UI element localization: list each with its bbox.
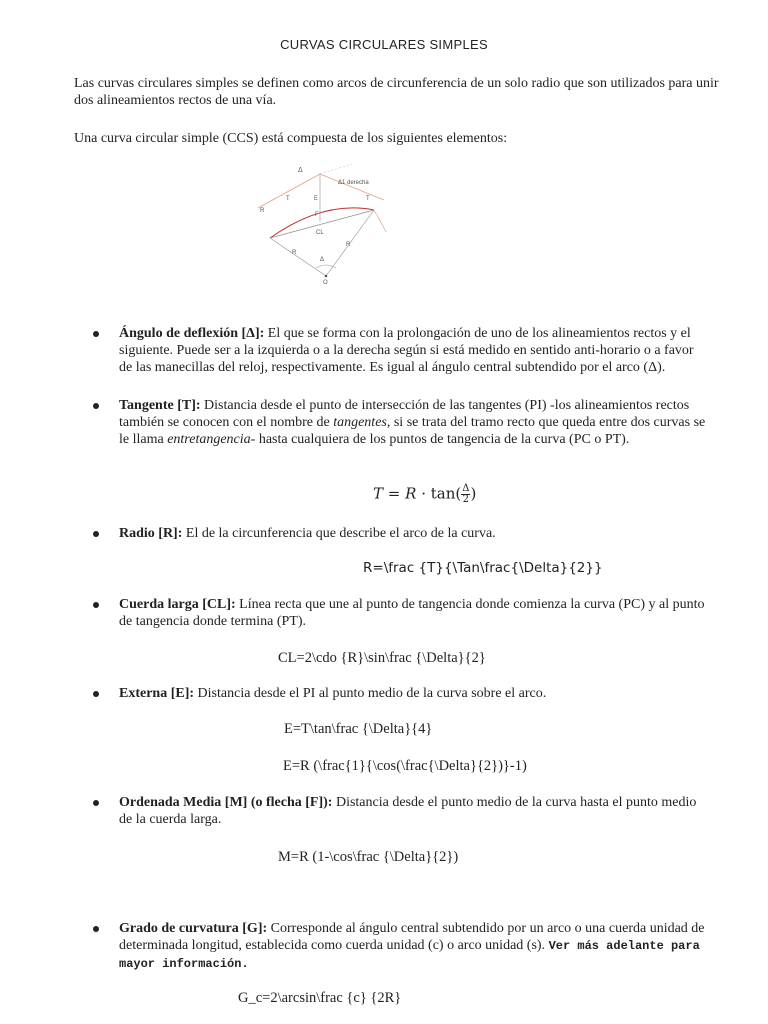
alignment-extension [320,164,352,174]
note-see-more: Ver más adelante para mayor información. [119,939,700,971]
label-r-right: R [346,242,351,248]
term-deflection-angle: Ángulo de deflexión [Δ]: [119,326,265,341]
radius-left [270,238,326,276]
label-o: O [323,280,328,286]
formula-curvature-degree: G_c=2\arcsin\frac {c} {2R} [238,990,402,1006]
label-e: E [314,196,319,202]
formula-tangent: T = R · tan( $\frac{\Delta}{2}$ ) [373,483,477,505]
list-item-external [94,685,706,702]
list-item-curvature-degree [94,920,706,973]
central-angle-arc [316,265,336,268]
formula-external-1: E=T\tan\frac {\Delta}{4} [284,721,433,737]
label-t-right: T [366,196,370,202]
intro-paragraph: Las curvas circulares simples se definen como arcos de circunferencia de un solo radio que son utilizados para unir dos alineamientos rectos de una vía. [74,76,719,108]
alignment-line-right [320,174,384,200]
alignment-line-left [258,174,320,208]
curve-extension [374,210,386,232]
desc-tangent-b: , si se trata del tramo recto que queda entre dos curvas se le llama [119,415,706,447]
desc-curvature-degree: Corresponde al ángulo central subtendido por un arco o una cuerda unidad de determinada longitud, establecida como cuerda unidad (c) o arco unidad (s). [119,921,705,953]
bullet-icon [93,691,99,697]
desc-radius: El de la circunferencia que describe el arco de la curva. [182,526,496,541]
term-radius: Radio [R]: [119,526,183,541]
desc-tangent-em-b: entretangencia [167,432,251,447]
desc-long-chord: Línea recta que une al punto de tangencia donde comienza la curva (PC) y al punto de tangencia donde termina (PT). [119,597,705,629]
bullet-icon [93,531,99,537]
page-title: CURVAS CIRCULARES SIMPLES [280,37,488,52]
desc-tangent-c: - hasta cualquiera de los puntos de tangencia de la curva (PC o PT). [250,432,630,447]
formula-long-chord: CL=2\cdo {R}\sin\frac {\Delta}{2} [278,650,486,666]
term-tangent: Tangente [T]: [119,398,201,413]
bullet-icon [93,926,99,932]
bullet-icon [93,800,99,806]
bullet-icon [93,602,99,608]
term-curvature-degree: Grado de curvatura [G]: [119,921,268,936]
bullet-icon [93,403,99,409]
term-long-chord: Cuerda larga [CL]: [119,597,236,612]
bullet-icon [93,331,99,337]
desc-tangent-em-a: tangentes [333,415,387,430]
curve-diagram [250,160,390,290]
list-item-middle-ordinate [94,794,706,828]
formula-radius: R=\frac {T}{\Tan\frac{\Delta}{2}} [363,560,603,576]
desc-deflection-angle: El que se forma con la prolongación de uno de los alineamientos rectos y el siguiente. Puede ser a la izquierda o a la derecha según si está medido en sentido anti-horario o a favor de las manecillas del reloj, respectivamente. Es igual al ángulo central subtendido por el arco (Δ). [119,326,694,375]
formula-middle-ordinate: M=R (1-\cos\frac {\Delta}{2}) [278,849,459,865]
desc-external: Distancia desde el PI al punto medio de la curva sobre el arco. [194,686,547,701]
desc-tangent-a: Distancia desde el punto de intersección de las tangentes (PI) -los alineamientos rectos también se conocen con el nombre de [119,398,690,430]
desc-middle-ordinate: Distancia desde el punto medio de la curva hasta el punto medio de la cuerda larga. [119,795,697,827]
label-f: F [315,212,319,218]
list-item-radius [94,525,706,542]
list-item-long-chord [94,596,706,630]
center-point [325,275,328,278]
term-external: Externa [E]: [119,686,195,701]
elements-paragraph: Una curva circular simple (CCS) está compuesta de los siguientes elementos: [74,131,508,146]
formula-external-2: E=R (\frac{1}{\cos(\frac{\Delta}{2})}-1) [283,758,527,774]
label-t-left: T [286,196,290,202]
label-delta-center: Δ [320,257,325,263]
list-item-tangent [94,397,706,448]
label-delta-right: Δ1 derecha [338,180,369,186]
label-delta-top: Δ [298,167,303,174]
list-item-deflection-angle [94,325,706,376]
term-middle-ordinate: Ordenada Media [M] (o flecha [F]): [119,795,333,810]
label-r-mid: R [292,250,297,256]
label-r-left: R [260,208,265,214]
label-cl: CL [316,230,324,236]
